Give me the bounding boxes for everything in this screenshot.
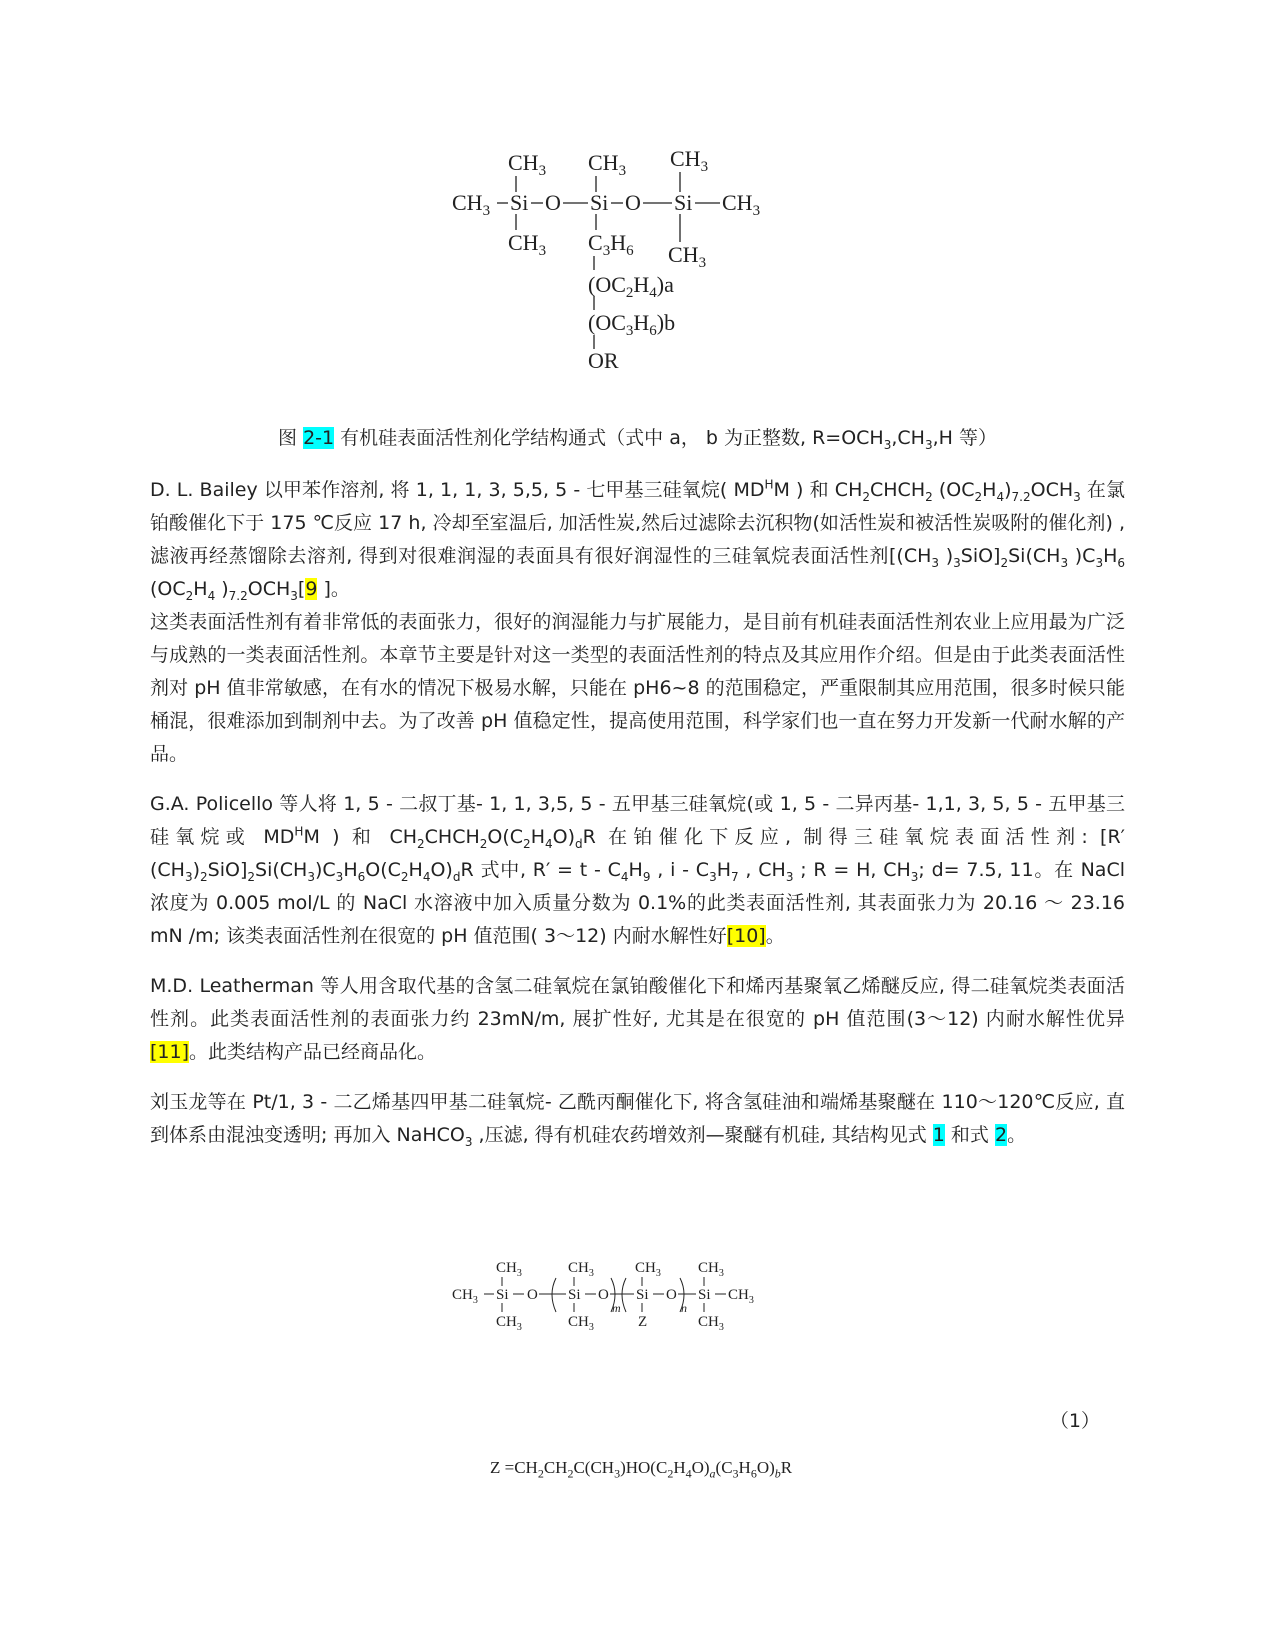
fig2-si: Si [698, 1287, 711, 1303]
fig1-top-ch3-2: $CH_3$ [588, 150, 627, 179]
equation-number: （1） [1049, 1410, 1100, 1432]
paragraph-4: M.D. Leatherman 等人用含取代基的含氢二硅氧烷在氯铂酸催化下和烯丙基聚氧乙烯醚反应, 得二硅氧烷类表面活性剂。此类表面活性剂的表面张力约 23mN/m, 展扩性好, 尤其是在很宽的 pH 值范围(3～12) 内耐水解性优异[11]。此类结构产品已经商品化。 [150, 975, 1125, 1063]
fig2-ch3: $CH_3$ [635, 1260, 661, 1279]
caption-text: ,H 等） [932, 427, 997, 449]
structure-figure-1 [0, 0, 1275, 400]
paragraph-1: D. L. Bailey 以甲苯作溶剂, 将 1, 1, 1, 3, 5,5, 5 - 七甲基三硅氧烷( $MD^HM$ ) 和 $CH_2CHCH_2$ $(OC_2H_4)_{7.2}OCH_3$ 在氯铂酸催化下于 175 ℃反应 17 h, 冷却至室温后, 加活性炭,然后过滤除去沉积物(如活性炭和被活性炭吸附的催化剂) , 滤液再经蒸馏除去溶剂, 得到对很难润湿的表面具有很好润湿性的三硅氧烷表面活性剂[($CH_3$ )$_3SiO]_2Si(CH_3$ )$C_3H_6$ ($OC_2H_4$ )$_{7.2}OCH_3[9$ ]。 [150, 477, 1126, 603]
fig2-n: n [681, 1301, 687, 1315]
fig2-ch3-left: $CH_3$ [452, 1287, 478, 1306]
fig1-o-2: O [625, 190, 641, 215]
fig1-top-ch3-1: $CH_3$ [508, 150, 547, 179]
figure-caption [0, 424, 1275, 452]
caption-text: 有机硅表面活性剂化学结构通式（式中 a， b 为正整数, R=OCH [334, 427, 884, 449]
fig1-oc2h4a: $(OC_2H_4)a$ [588, 272, 674, 301]
caption-sub: 3 [924, 437, 933, 452]
fig1-bottom-ch3-3: $CH_3$ [668, 242, 707, 271]
fig2-si: Si [568, 1287, 581, 1303]
fig1-si-3: Si [674, 190, 693, 215]
fig2-o: O [666, 1287, 677, 1303]
fig1-top-ch3-3: $CH_3$ [670, 146, 709, 175]
fig2-si: Si [496, 1287, 509, 1303]
formula-ref-2[interactable]: 2 [994, 1124, 1008, 1146]
fig2-ch3: $CH_3$ [496, 1314, 522, 1333]
fig1-o-1: O [545, 190, 561, 215]
fig1-si-2: Si [590, 190, 609, 215]
fig2-ch3: $CH_3$ [568, 1260, 594, 1279]
fig2-ch3-right: $CH_3$ [728, 1287, 754, 1306]
formula-ref-1[interactable]: 1 [932, 1124, 945, 1146]
caption-text: ,CH [891, 427, 925, 449]
fig2-ch3: $CH_3$ [496, 1260, 522, 1279]
citation-11[interactable]: [11] [150, 1041, 190, 1063]
structure-figure-2 [0, 1250, 1275, 1370]
fig1-bottom-ch3-1: $CH_3$ [508, 230, 547, 259]
caption-sub: 3 [883, 437, 892, 452]
citation-9[interactable]: 9 [305, 578, 318, 600]
fig2-m: m [612, 1301, 621, 1315]
z-group-formula: $Z =CH_2CH_2C(CH_3)HO(C_2H_4O)_a(C_3H_6O)_bR$ [490, 1458, 793, 1481]
fig1-si-1: Si [510, 190, 529, 215]
paragraph-2: 这类表面活性剂有着非常低的表面张力，很好的润湿能力与扩展能力，是目前有机硅表面活性剂农业上应用最为广泛与成熟的一类表面活性剂。本章节主要是针对这一类型的表面活性剂的特点及其应用作介绍。但是由于此类表面活性剂对 pH 值非常敏感，在有水的情况下极易水解，只能在 pH6~8 的范围稳定，严重限制其应用范围，很多时候只能桶混，很难添加到制剂中去。为了改善 pH 值稳定性，提高使用范围，科学家们也一直在努力开发新一代耐水解的产品。 [150, 611, 1125, 765]
caption-prefix: 图 [278, 427, 304, 449]
fig2-ch3: $CH_3$ [568, 1314, 594, 1333]
fig2-si: Si [636, 1287, 649, 1303]
fig2-ch3: $CH_3$ [698, 1260, 724, 1279]
fig1-right-ch3: $CH_3$ [722, 190, 761, 219]
fig1-or: OR [588, 348, 619, 373]
caption-ref: 2-1 [303, 427, 335, 449]
fig2-z: Z [638, 1314, 648, 1330]
fig1-left-ch3: $CH_3$ [452, 190, 491, 219]
fig2-ch3: $CH_3$ [698, 1314, 724, 1333]
citation-10[interactable]: [10] [726, 925, 766, 947]
paragraph-3: G.A. Policello 等人将 1, 5 - 二叔丁基- 1, 1, 3,5, 5 - 五甲基三硅氧烷(或 1, 5 - 二异丙基- 1,1, 3, 5, 5 - 五甲基三硅氧烷或 $MD^HM$ ) 和 $CH_2CHCH_2O(C_2H_4O)_dR$ 在铂催化下反应, 制得三硅氧烷表面活性剂: $[R'(CH_3)_2SiO]_2Si(CH_3)C_3H_6O(C_2H_4O)_dR$ 式中, $R' = t - C_4H_9$ , i - $C_3H_7$ , $CH_3$ ; R = H, $CH_3$; d= 7.5, 11。在 NaCl 浓度为 0.005 mol/L 的 NaCl 水溶液中加入质量分数为 0.1%的此类表面活性剂, 其表面张力为 20.16 ～ 23.16 mN /m; 该类表面活性剂在很宽的 pH 值范围( 3～12) 内耐水解性好[10]。 [150, 793, 1125, 947]
fig1-oc3h6b: $(OC_3H_6)b$ [588, 310, 676, 339]
fig1-c3h6: $C_3H_6$ [588, 230, 634, 259]
paragraph-5: 刘玉龙等在 Pt/1, 3 - 二乙烯基四甲基二硅氧烷- 乙酰丙酮催化下, 将含氢硅油和端烯基聚醚在 110～120℃反应, 直到体系由混浊变透明; 再加入 NaHCO$_3$ ,压滤, 得有机硅农药增效剂—聚醚有机硅, 其结构见式 1 和式 2。 [150, 1091, 1125, 1149]
fig2-o: O [598, 1287, 609, 1303]
fig2-o: O [527, 1287, 538, 1303]
